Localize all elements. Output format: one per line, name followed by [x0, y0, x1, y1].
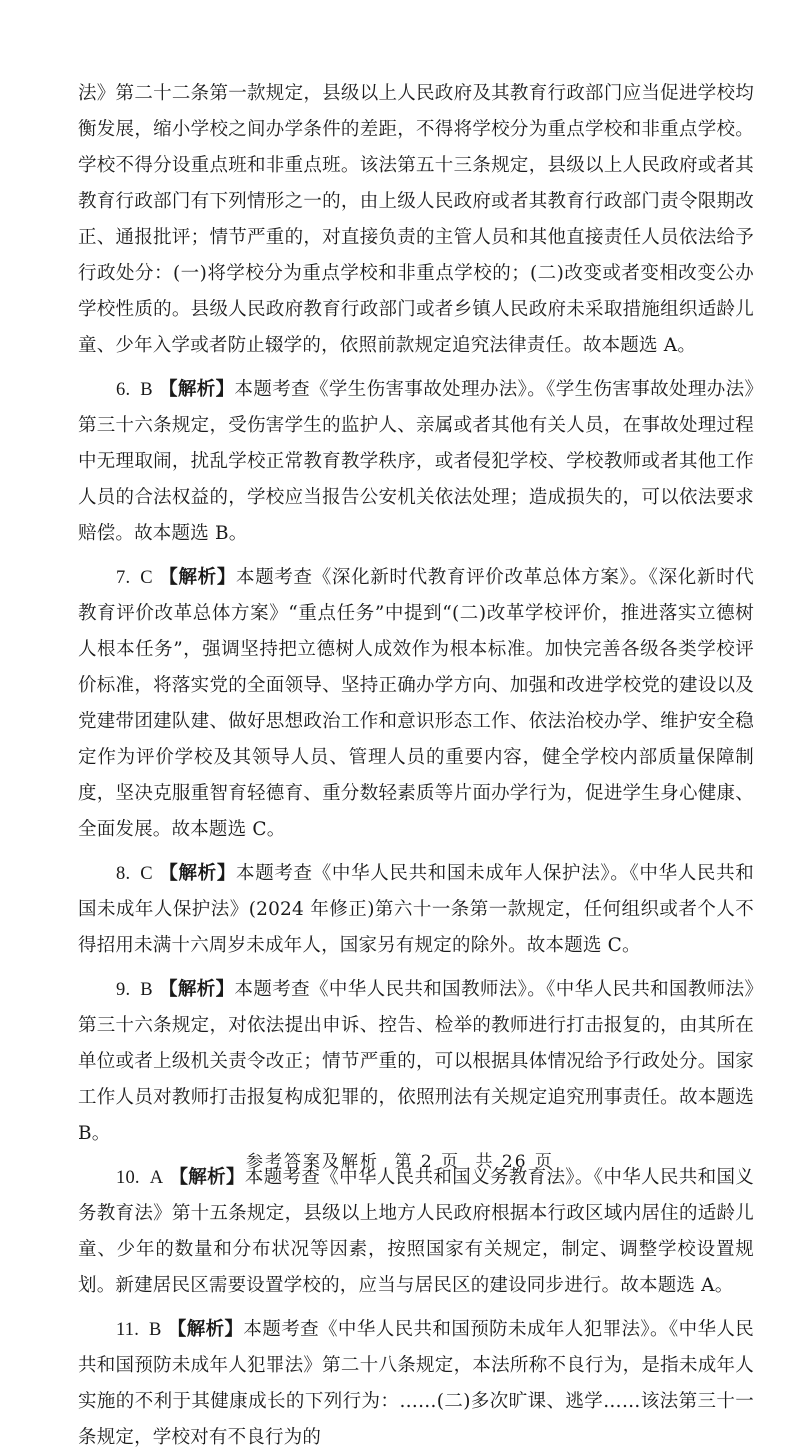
footer-page-number: 第 2 页	[394, 1152, 461, 1172]
footer-title: 参考答案及解析	[246, 1152, 380, 1172]
analysis-tag: 【解析】	[158, 979, 235, 1000]
answer-letter: B	[140, 980, 153, 1000]
analysis-text: 本题考查《深化新时代教育评价改革总体方案》。《深化新时代教育评价改革总体方案》“重点任务”中提到“(二)改革学校评价，推进落实立德树人根本任务”，强调坚持把立德树人成效作为根本标准。加快完善各级各类学校评价标准，将落实党的全面领导、坚持正确办学方向、加强和改进学校党的建设以及党建带团建队建、做好思想政治工作和意识形态工作、依法治校办学、维护安全稳定作为评价学校及其领导人员、管理人员的重要内容，健全学校内部质量保障制度，坚决克服重智育轻德育、重分数轻素质等片面办学行为，促进学生身心健康、全面发展。故本题选 C。	[78, 567, 754, 840]
document-body	[78, 76, 754, 1456]
analysis-text: 本题考查《中华人民共和国未成年人保护法》。《中华人民共和国未成年人保护法》(2024 年修正)第六十一条第一款规定，任何组织或者个人不得招用未满十六周岁未成年人，国家另有规定的除外。故本题选 C。	[78, 863, 754, 956]
answer-item-11	[78, 1312, 754, 1456]
answer-letter: B	[149, 1320, 162, 1340]
analysis-text: 本题考查《学生伤害事故处理办法》。《学生伤害事故处理办法》第三十六条规定，受伤害学生的监护人、亲属或者其他有关人员，在事故处理过程中无理取闹，扰乱学校正常教育教学秩序，或者侵犯学校、学校教师或者其他工作人员的合法权益的，学校应当报告公安机关依法处理；造成损失的，可以依法要求赔偿。故本题选 B。	[78, 379, 754, 544]
analysis-text: 本题考查《中华人民共和国预防未成年人犯罪法》。《中华人民共和国预防未成年人犯罪法》第二十八条规定，本法所称不良行为，是指未成年人实施的不利于其健康成长的下列行为：……(二)多次旷课、逃学……该法第三十一条规定，学校对有不良行为的	[78, 1319, 754, 1448]
analysis-tag: 【解析】	[158, 567, 237, 588]
answer-letter: B	[140, 380, 153, 400]
question-number: 9.	[116, 980, 131, 1000]
question-number: 10.	[116, 1168, 140, 1188]
answer-letter: C	[140, 568, 153, 588]
question-number: 7.	[116, 568, 131, 588]
answer-letter: C	[140, 864, 153, 884]
analysis-text: 本题考查《中华人民共和国教师法》。《中华人民共和国教师法》第三十六条规定，对依法提出申诉、控告、检举的教师进行打击报复的，由其所在单位或者上级机关责令改正；情节严重的，可以根据具体情况给予行政处分。国家工作人员对教师打击报复构成犯罪的，依照刑法有关规定追究刑事责任。故本题选 B。	[78, 979, 754, 1144]
answer-item-7	[78, 560, 754, 848]
analysis-tag: 【解析】	[167, 1319, 244, 1340]
question-number: 6.	[116, 380, 131, 400]
analysis-tag: 【解析】	[158, 863, 237, 884]
question-number: 8.	[116, 864, 131, 884]
analysis-tag: 【解析】	[158, 379, 235, 400]
answer-item-8	[78, 856, 754, 964]
answer-item-10	[78, 1160, 754, 1304]
analysis-text: 本题考查《中华人民共和国义务教育法》。《中华人民共和国义务教育法》第十五条规定，县级以上地方人民政府根据本行政区域内居住的适龄儿童、少年的数量和分布状况等因素，按照国家有关规定，制定、调整学校设置规划。新建居民区需要设置学校的，应当与居民区的建设同步进行。故本题选 A。	[78, 1167, 754, 1296]
analysis-tag: 【解析】	[169, 1167, 245, 1188]
page-footer	[0, 1147, 800, 1172]
footer-total-pages: 共 26 页	[475, 1152, 554, 1172]
continuation-paragraph: 法》第二十二条第一款规定，县级以上人民政府及其教育行政部门应当促进学校均衡发展，缩小学校之间办学条件的差距，不得将学校分为重点学校和非重点学校。学校不得分设重点班和非重点班。该法第五十三条规定，县级以上人民政府或者其教育行政部门有下列情形之一的，由上级人民政府或者其教育行政部门责令限期改正、通报批评；情节严重的，对直接负责的主管人员和其他直接责任人员依法给予行政处分：(一)将学校分为重点学校和非重点学校的；(二)改变或者变相改变公办学校性质的。县级人民政府教育行政部门或者乡镇人民政府未采取措施组织适龄儿童、少年入学或者防止辍学的，依照前款规定追究法律责任。故本题选 A。	[78, 83, 754, 356]
answer-letter: A	[149, 1168, 164, 1188]
answer-item-6	[78, 372, 754, 552]
question-number: 11.	[116, 1320, 140, 1340]
answer-item-9	[78, 972, 754, 1152]
